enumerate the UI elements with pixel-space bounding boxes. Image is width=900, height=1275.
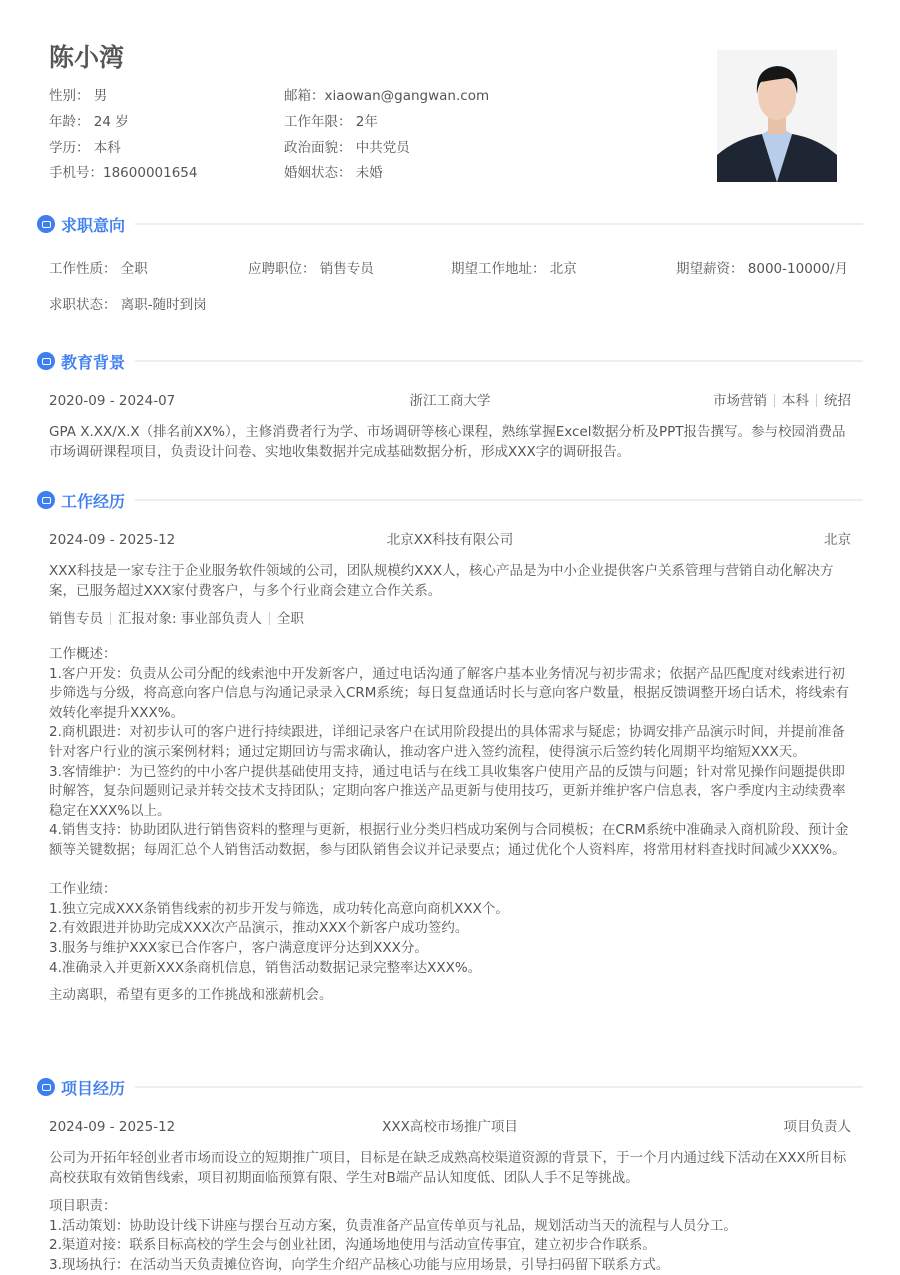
political-status: 政治面貌： 中共党员 [284, 140, 410, 156]
separator [816, 394, 817, 407]
graduation-cap-icon [37, 352, 55, 370]
achievement-item: 1.独立完成XXX条销售线索的初步开发与筛选，成功转化高意向商机XXX个。 [49, 900, 509, 917]
candidate-name: 陈小湾 [49, 43, 125, 72]
expected-salary: 期望薪资： 8000-10000/月 [676, 261, 849, 277]
duty-item: 3.现场执行：在活动当天负责摊位咨询，向学生介绍产品核心功能与应用场景，引导扫码留下联系方式。 [49, 1256, 670, 1273]
job-type: 工作性质： 全职 [49, 261, 148, 277]
section-header-education [37, 349, 863, 373]
achievement-item: 2.有效跟进并协助完成XXX次产品演示，推动XXX个新客户成功签约。 [49, 920, 469, 937]
monitor-icon [37, 491, 55, 509]
work-overview [49, 645, 855, 1006]
tag: 汇报对象: 事业部负责人 [118, 611, 262, 627]
work-city: 北京 [824, 532, 851, 548]
work-tags [49, 610, 855, 630]
gender: 性别： 男 [49, 88, 108, 104]
overview-item: 3.客情维护：为已签约的中小客户提供基础使用支持，通过电话与在线工具收集客户使用产品的反馈与问题；针对常见操作问题提供即时解答，复杂问题则记录并转交技术支持团队；定期向客户推送产品更新与使用技巧，更新并维护客户信息表，客户季度内主动续费率稳定在XXX%以上。 [49, 763, 846, 819]
section-title: 工作经历 [61, 491, 126, 511]
overview-title: 工作概述： [49, 646, 117, 662]
job-location: 期望工作地址： 北京 [451, 261, 577, 277]
degree: 本科 [782, 393, 809, 409]
separator [774, 394, 775, 407]
document-icon [37, 1078, 55, 1096]
section-header-work [37, 488, 863, 512]
project-row [49, 1118, 851, 1136]
separator [110, 612, 111, 625]
email: 邮箱：xiaowan@gangwan.com [284, 88, 490, 104]
job-position: 应聘职位： 销售专员 [248, 261, 374, 277]
overview-item: 2.商机跟进：对初步认可的客户进行持续跟进，详细记录客户在试用阶段提出的具体需求与疑虑；协调安排产品演示时间，并提前准备针对客户行业的演示案例材料；通过定期回访与需求确认，推动客户进入签约流程，使得演示后签约转化周期平均缩短XXX天。 [49, 724, 845, 760]
section-title: 项目经历 [61, 1078, 126, 1098]
duty-item: 2.渠道对接：联系目标高校的学生会与创业社团，沟通场地使用与活动宣传事宜，建立初步合作联系。 [49, 1237, 656, 1254]
divider [135, 223, 863, 225]
section-header-intent [37, 212, 863, 236]
profile-photo [717, 50, 837, 182]
tag: 全职 [276, 611, 304, 627]
company-name: 北京XX科技有限公司 [386, 532, 514, 548]
project-period: 2024-09 - 2025-12 [49, 1119, 176, 1135]
education-period: 2020-09 - 2024-07 [49, 393, 176, 409]
company-intro: XXX科技是一家专注于企业服务软件领域的公司，团队规模约XXX人，核心产品是为中小企业提供客户关系管理与营销自动化解决方案，已服务超过XXX家付费客户，与多个行业商会建立合作关系。 [49, 563, 834, 599]
divider [135, 499, 863, 501]
project-duties [49, 1197, 855, 1275]
overview-item: 1.客户开发：负责从公司分配的线索池中开发新客户，通过电话沟通了解客户基本业务情况与初步需求；依据产品匹配度对线索进行初步筛选与分级，将高意向客户信息与沟通记录录入CRM系统；每日复盘通话时长与意向客户数量，根据反馈调整开场白话术，将线索有效转化率提升XXX%。 [49, 665, 849, 721]
duties-title: 项目职责： [49, 1198, 117, 1214]
education-level: 学历： 本科 [49, 140, 121, 156]
project-description: 公司为开拓年轻创业者市场而设立的短期推广项目，目标是在缺乏成熟高校渠道资源的背景下，于一个月内通过线下活动在XXX所目标高校获取有效销售线索，项目初期面临预算有限、学生对B端产品认知度低、团队人手不足等挑战。 [49, 1150, 847, 1186]
job-status: 求职状态： 离职-随时到岗 [49, 297, 207, 313]
duty-item: 1.活动策划：协助设计线下讲座与摆台互动方案，负责准备产品宣传单页与礼品，规划活动当天的流程与人员分工。 [49, 1217, 737, 1234]
work-years: 工作年限： 2年 [284, 114, 378, 130]
leave-reason: 主动离职，希望有更多的工作挑战和涨薪机会。 [49, 987, 333, 1004]
school-name: 浙江工商大学 [409, 393, 491, 409]
work-period: 2024-09 - 2025-12 [49, 532, 176, 548]
divider [135, 360, 863, 362]
phone: 手机号：18600001654 [49, 165, 198, 181]
section-title: 求职意向 [61, 215, 126, 235]
major: 市场营销 [713, 393, 767, 409]
enrollment-mode: 统招 [824, 393, 851, 409]
education-description: GPA X.XX/X.X（排名前XX%），主修消费者行为学、市场调研等核心课程，熟练掌握Excel数据分析及PPT报告撰写。参与校园消费品市场调研课程项目，负责设计问卷、实地收集数据并完成基础数据分析，形成XXX字的调研报告。 [49, 424, 846, 460]
achievement-item: 4.准确录入并更新XXX条商机信息，销售活动数据记录完整率达XXX%。 [49, 959, 482, 976]
separator [269, 612, 270, 625]
section-title: 教育背景 [61, 352, 126, 372]
achievement-item: 3.服务与维护XXX家已合作客户，客户满意度评分达到XXX分。 [49, 939, 428, 956]
project-role: 项目负责人 [783, 1119, 851, 1135]
project-name: XXX高校市场推广项目 [382, 1119, 518, 1135]
divider [135, 1086, 863, 1088]
briefcase-icon [37, 215, 55, 233]
overview-item: 4.销售支持：协助团队进行销售资料的整理与更新，根据行业分类归档成功案例与合同模板；在CRM系统中准确录入商机阶段、预计金额等关键数据；每周汇总个人销售活动数据，参与团队销售会议并记录要点；通过优化个人资料库，将常用材料查找时间减少XXX%。 [49, 822, 849, 858]
section-header-project [37, 1075, 863, 1099]
age: 年龄： 24 岁 [49, 114, 129, 130]
achievements-title: 工作业绩： [49, 881, 117, 898]
tag: 销售专员 [49, 611, 103, 627]
marital-status: 婚姻状态： 未婚 [284, 165, 383, 181]
work-row [49, 531, 851, 549]
education-row [49, 392, 851, 410]
education-meta [713, 392, 851, 410]
